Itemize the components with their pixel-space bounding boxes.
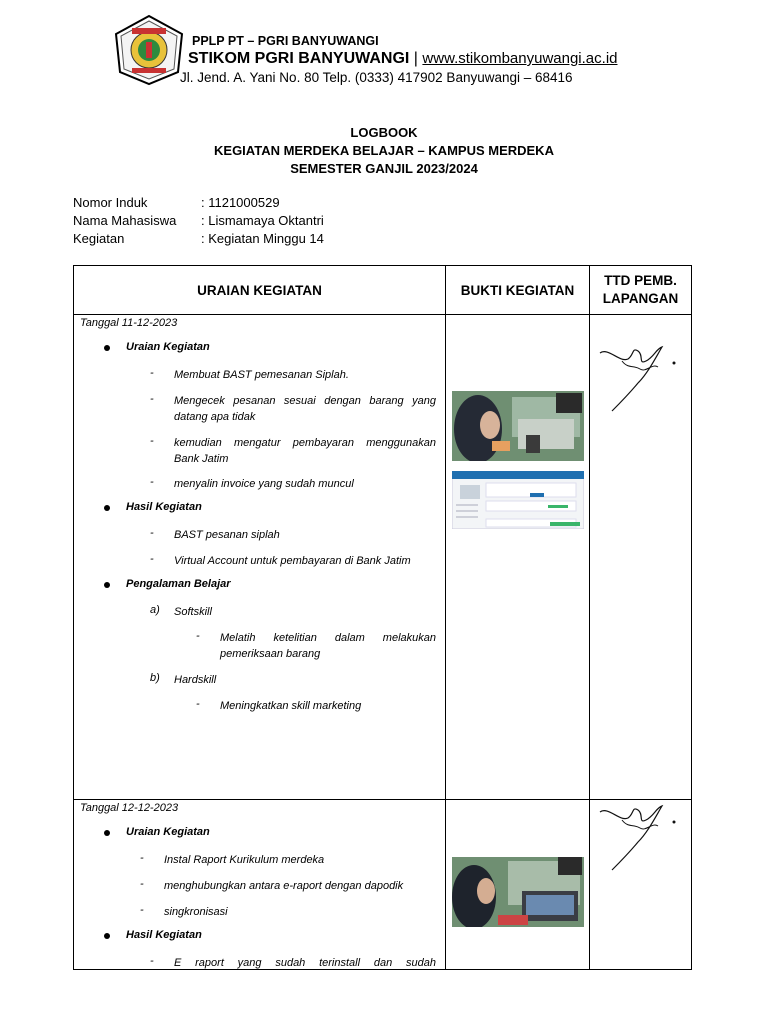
stikom-logo-icon — [112, 14, 186, 86]
evidence-photo — [452, 857, 584, 927]
logbook-table — [73, 265, 692, 970]
info-label: Nama Mahasiswa — [73, 213, 177, 228]
evidence-screenshot — [452, 471, 584, 529]
website-link[interactable]: www.stikombanyuwangi.ac.id — [422, 50, 618, 67]
section-title: Hasil Kegiatan — [126, 501, 202, 513]
org-name: PPLP PT – PGRI BANYUWANGI — [192, 34, 379, 48]
evidence-photo — [452, 391, 584, 461]
entry1-evidence — [446, 315, 590, 800]
entry2-evidence — [446, 800, 590, 970]
doc-title-2: KEGIATAN MERDEKA BELAJAR – KAMPUS MERDEKA — [214, 143, 554, 158]
section-title: Pengalaman Belajar — [126, 578, 231, 590]
signature-icon — [598, 343, 680, 413]
info-value: : Kegiatan Minggu 14 — [201, 231, 324, 246]
section-title: Uraian Kegiatan — [126, 341, 210, 353]
address: Jl. Jend. A. Yani No. 80 Telp. (0333) 417902 Banyuwangi – 68416 — [180, 70, 573, 85]
institution-name: STIKOM PGRI BANYUWANGI — [188, 50, 410, 67]
info-label: Nomor Induk — [73, 195, 148, 210]
entry-date: Tanggal 11-12-2023 — [80, 317, 178, 329]
header-ttd: TTD PEMB. LAPANGAN — [590, 266, 692, 315]
entry1-description: Tanggal 11-12-2023 Uraian Kegiatan - Membuat BAST pemesanan Siplah. - Mengecek pesanan sesuai dengan barang yang datang apa tidak - kemudian mengatur pembayaran menggunakan Bank Jatim - menyalin invoice yang sudah muncul Hasil Kegiatan - BAST pesanan siplah - Virtual Account untuk pembayaran di Bank Jatim Pengalaman Belajar a) Softskill - Melatih ketelitian dalam melakukan pemeriksaan barang b) Hardskill - Meningkatkan skill marketing — [74, 315, 446, 800]
doc-title-1: LOGBOOK — [350, 125, 418, 140]
header-uraian: URAIAN KEGIATAN — [74, 266, 446, 315]
letterhead — [112, 14, 632, 90]
info-value: : 1121000529 — [201, 195, 280, 210]
signature-icon — [598, 802, 680, 872]
entry1-signature-cell — [590, 315, 692, 800]
institution-line — [188, 50, 618, 68]
entry2-description: Tanggal 12-12-2023 Uraian Kegiatan - Instal Raport Kurikulum merdeka - menghubungkan antara e-raport dengan dapodik - singkronisasi Hasil Kegiatan - E raport yang sudah terinstall dan sudah — [74, 800, 446, 970]
entry-date: Tanggal 12-12-2023 — [80, 802, 179, 814]
doc-title-3: SEMESTER GANJIL 2023/2024 — [290, 161, 478, 176]
header-bukti: BUKTI KEGIATAN — [446, 266, 590, 315]
header-separator: | — [413, 50, 418, 67]
section-title: Hasil Kegiatan — [126, 929, 202, 941]
info-label: Kegiatan — [73, 231, 125, 246]
info-value: : Lismamaya Oktantri — [201, 213, 324, 228]
section-title: Uraian Kegiatan — [126, 826, 210, 838]
entry2-signature-cell — [590, 800, 692, 970]
